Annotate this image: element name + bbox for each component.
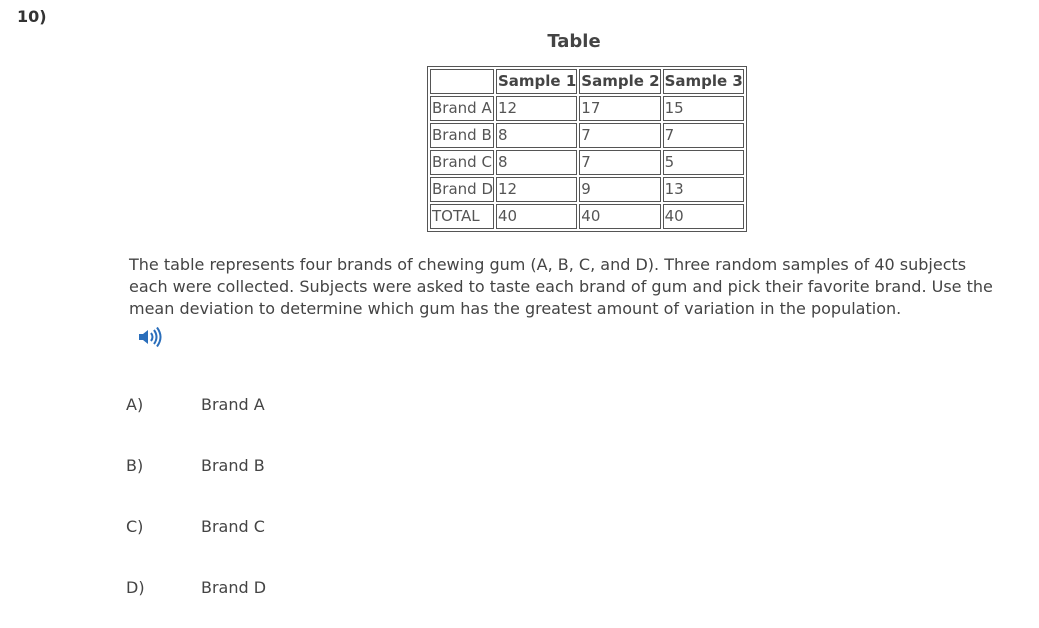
table-title: Table	[547, 31, 601, 52]
table-header-cell: Sample 3	[663, 69, 744, 94]
table-cell: 40	[579, 204, 660, 229]
table-cell: 12	[496, 96, 577, 121]
table-cell: Brand B	[430, 123, 494, 148]
choice-letter: D)	[126, 578, 145, 597]
table-cell: 8	[496, 150, 577, 175]
choice-label: Brand D	[201, 578, 267, 597]
table-header-cell: Sample 2	[579, 69, 660, 94]
table-cell: 9	[579, 177, 660, 202]
choice-label: Brand A	[201, 395, 265, 414]
table-row	[430, 96, 744, 121]
table-row	[430, 123, 744, 148]
choice-letter: B)	[126, 456, 144, 475]
table-cell: 7	[579, 123, 660, 148]
table-cell: 17	[579, 96, 660, 121]
table-cell: 40	[663, 204, 744, 229]
table-cell: Brand D	[430, 177, 494, 202]
table-cell: Brand C	[430, 150, 494, 175]
choice-label: Brand C	[201, 517, 265, 536]
table-row	[430, 150, 744, 175]
speaker-icon[interactable]	[137, 326, 165, 348]
table-cell: 7	[579, 150, 660, 175]
table-header-cell: Sample 1	[496, 69, 577, 94]
table-cell: 13	[663, 177, 744, 202]
choice-label: Brand B	[201, 456, 265, 475]
table-header-cell	[430, 69, 494, 94]
table-row	[430, 177, 744, 202]
choice-letter: A)	[126, 395, 144, 414]
table-cell: Brand A	[430, 96, 494, 121]
table-cell: 12	[496, 177, 577, 202]
table-cell: 5	[663, 150, 744, 175]
data-table	[427, 66, 747, 232]
table-row	[430, 204, 744, 229]
table-cell: 15	[663, 96, 744, 121]
table-cell: TOTAL	[430, 204, 494, 229]
choice-letter: C)	[126, 517, 144, 536]
table-cell: 7	[663, 123, 744, 148]
table-header-row	[430, 69, 744, 94]
table-cell: 40	[496, 204, 577, 229]
question-number: 10)	[17, 7, 47, 26]
table-cell: 8	[496, 123, 577, 148]
question-text: The table represents four brands of chewing gum (A, B, C, and D). Three random samples of 40 subjects each were collected. Subjects were asked to taste each brand of gum and pick their favorite brand. Use the mean deviation to determine which gum has the greatest amount of variation in the population.	[129, 255, 993, 318]
